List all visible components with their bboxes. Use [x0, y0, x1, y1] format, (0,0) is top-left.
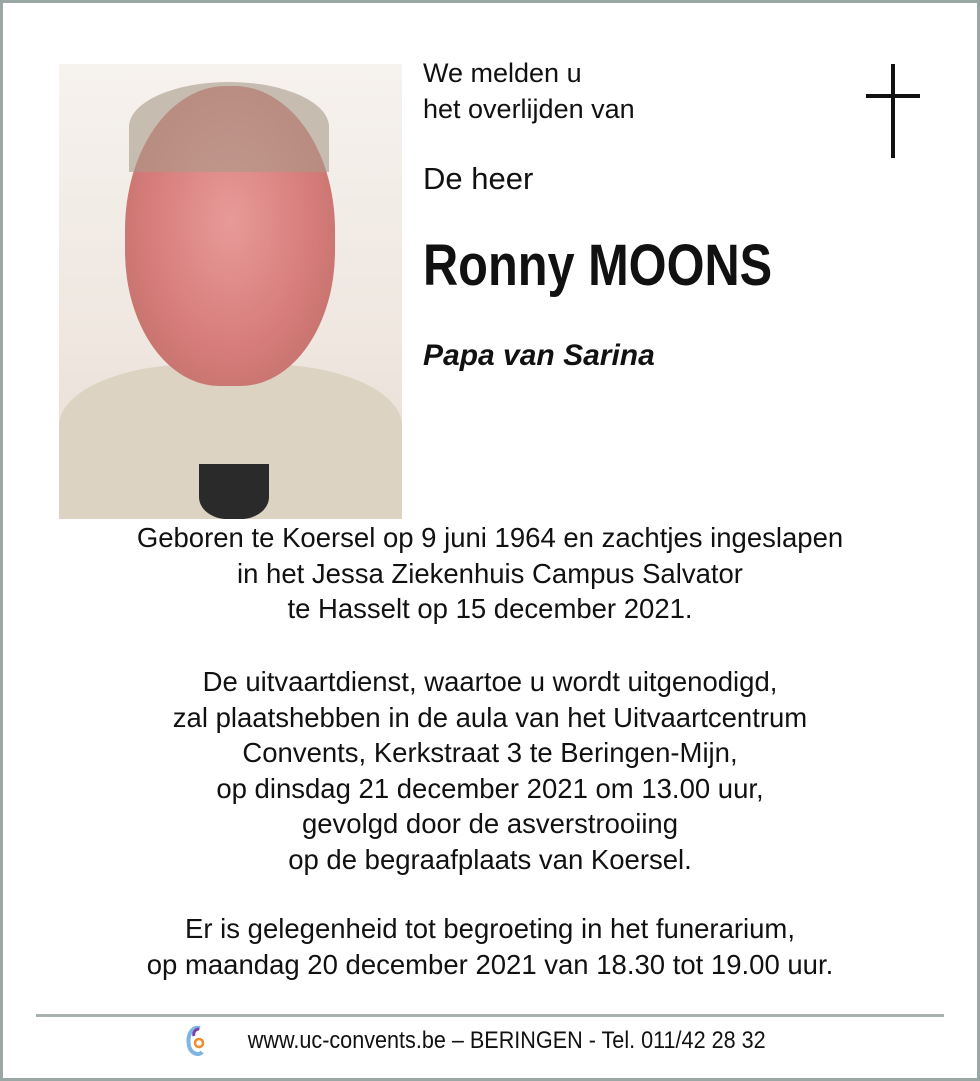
visitation-paragraph [0, 911, 980, 982]
intro-line: het overlijden van [423, 94, 635, 124]
photo-neck [199, 464, 269, 519]
text-line: te Hasselt op 15 december 2021. [287, 593, 693, 624]
text-line: zal plaatshebben in de aula van het Uitvaartcentrum [172, 701, 808, 733]
text-line: Geboren te Koersel op 9 juni 1964 en zachtjes ingeslapen [136, 522, 844, 553]
relation-subtitle: Papa van Sarina [423, 339, 655, 372]
text-line: Er is gelegenheid tot begroeting in het funerarium, [185, 913, 795, 944]
text-line: gevolgd door de asverstrooiing [301, 808, 679, 839]
footer-contact: www.uc-convents.be – BERINGEN - Tel. 011/42 28 32 [248, 1027, 766, 1054]
text-line: in het Jessa Ziekenhuis Campus Salvator [237, 557, 743, 589]
birth-death-paragraph [0, 520, 980, 627]
intro-text [423, 55, 635, 127]
portrait-photo [59, 64, 402, 519]
text-line: op de begraafplaats van Koersel. [288, 843, 692, 875]
photo-hair [129, 82, 329, 172]
honorific: De heer [423, 161, 534, 196]
footer [0, 1024, 980, 1058]
cross-horizontal [866, 94, 920, 98]
footer-divider [36, 1014, 944, 1017]
text-line: Convents, Kerkstraat 3 te Beringen-Mijn, [242, 737, 738, 768]
uc-convents-logo-icon [185, 1024, 207, 1058]
cross-vertical [891, 64, 895, 158]
text-line: op dinsdag 21 december 2021 om 13.00 uur, [216, 772, 764, 804]
deceased-name: Ronny MOONS [423, 233, 773, 298]
text-line: op maandag 20 december 2021 van 18.30 tot 19.00 uur. [146, 948, 834, 980]
funeral-paragraph [0, 664, 980, 877]
intro-line: We melden u [423, 58, 582, 88]
text-line: De uitvaartdienst, waartoe u wordt uitgenodigd, [202, 666, 778, 697]
